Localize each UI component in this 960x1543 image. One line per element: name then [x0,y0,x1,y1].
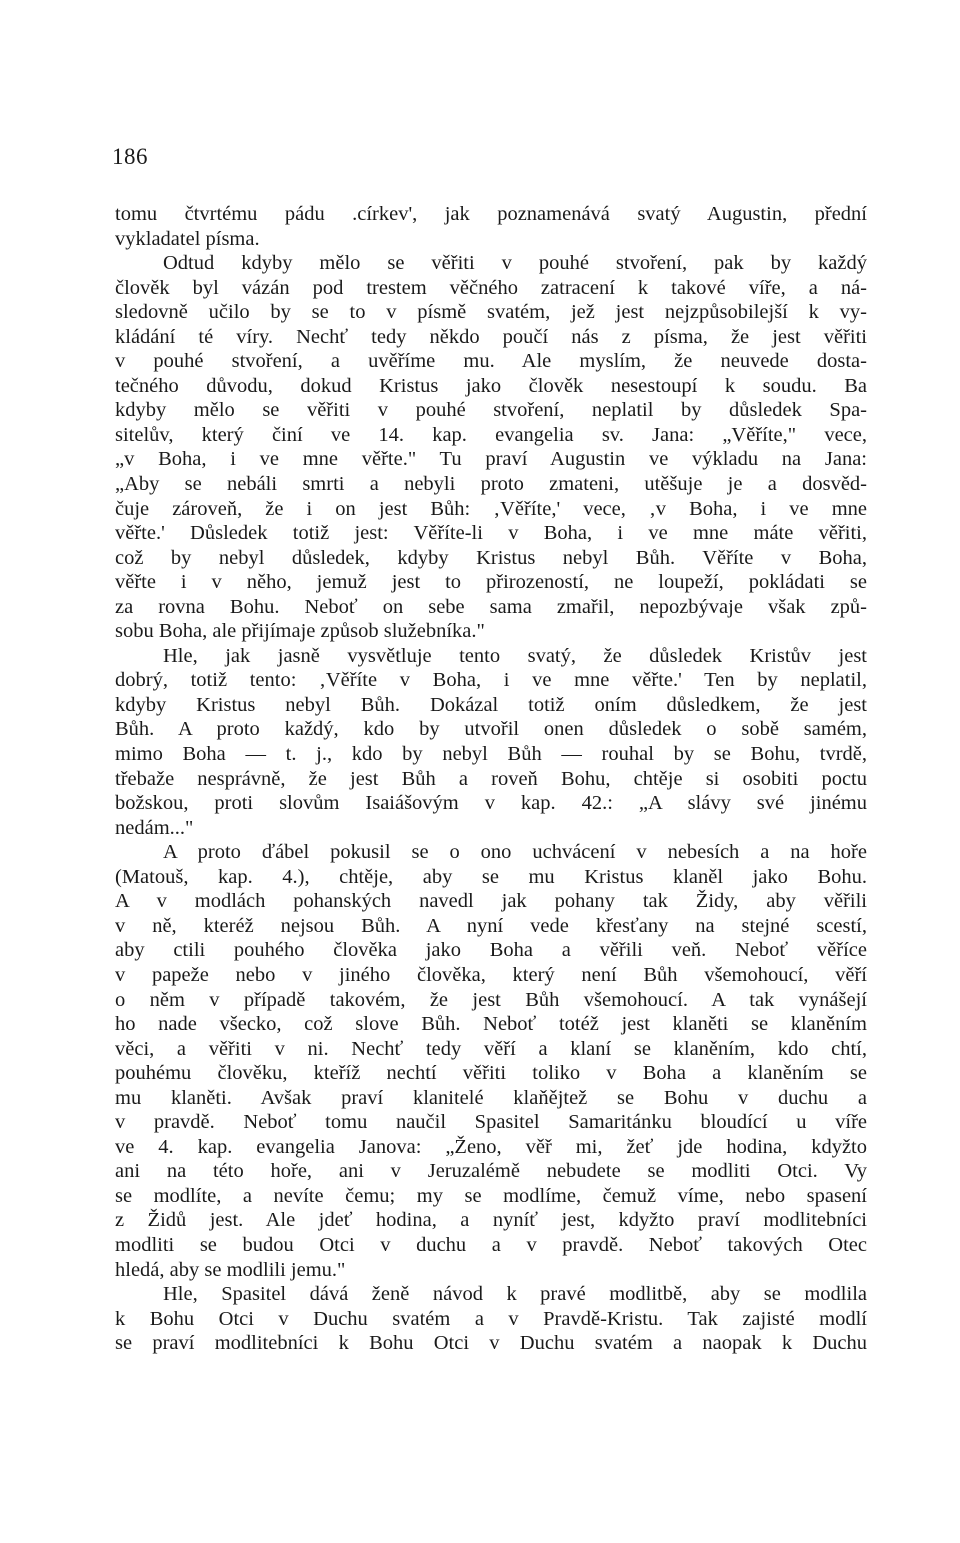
text-line: se praví modlitebníci k Bohu Otci v Duchu svatém a naopak k Duchu [115,1332,867,1355]
text-line: v pouhé stvoření, a uvěříme mu. Ale myslím, že neuvede dosta- [115,350,867,373]
text-line: čuje zároveň, že i on jest Bůh: ‚Věříte,' vece, ‚v Boha, i ve mne [115,497,867,520]
text-line: mu klaněti. Avšak praví klanitelé klaňějtež se Bohu v duchu a [115,1086,867,1109]
text-line: třebaže nesprávně, že jest Bůh a roveň Bohu, chtěje si osobiti poctu [115,767,867,790]
text-line: sledovně učilo by se to v písmě svatém, jež jest nejzpůsobilejší k vy- [115,301,867,324]
text-line: k Bohu Otci v Duchu svatém a v Pravdě-Kristu. Tak zajisté modlí [115,1307,867,1330]
text-line: dobrý, totiž tento: ‚Věříte v Boha, i ve mne věřte.' Ten by neplatil, [115,669,867,692]
text-line: Odtud kdyby mělo se věřiti v pouhé stvoření, pak by každý [163,252,867,275]
text-line: z Židů jest. Ale jdeť hodina, a nyníť jest, kdyžto praví modlitebníci [115,1209,867,1232]
text-line: v ně, kteréž nejsou Bůh. A nyní vede křesťany na stejné scestí, [115,914,867,937]
text-line: hledá, aby se modlili jemu." [115,1258,346,1281]
text-line: kládání té víry. Nechť tedy někdo poučí nás z písma, že jest věřiti [115,325,867,348]
text-line: tečného důvodu, dokud Kristus jako člověk nesestoupí k soudu. Ba [115,374,867,397]
text-line: pouhému člověku, kteříž nechtí věřiti toliko v Boha a klaněním se [115,1062,867,1085]
text-line: modliti se budou Otci v duchu a v pravdě. Neboť takových Otec [115,1233,867,1256]
text-line: věci, a věřiti v ni. Nechť tedy věří a klaní se klaněním, kdo chtí, [115,1037,867,1060]
text-line: A proto ďábel pokusil se o ono uchvácení v nebesích a na hoře [163,841,867,864]
text-line: „Aby se nebáli smrti a nebyli proto zmateni, utěšuje je a dosvěd- [115,473,867,496]
text-line: „v Boha, i ve mne věřte." Tu praví Augustin ve výkladu na Jana: [115,448,867,471]
text-line: mimo Boha — t. j., kdo by nebyl Bůh — rouhal by se Bohu, tvrdě, [115,743,867,766]
text-line: kdyby Kristus nebyl Bůh. Dokázal totiž oním důsledkem, že jest [115,693,867,716]
text-line: člověk byl vázán pod trestem věčného zatracení k takové víře, a ná- [115,276,867,299]
text-line: sitelův, který činí ve 14. kap. evangelia sv. Jana: „Věříte," vece, [115,423,867,446]
text-line: Bůh. A proto každý, kdo by utvořil onen důsledek o sobě samém, [115,718,867,741]
page-number: 186 [112,144,148,169]
text-line: ho nade všecko, což slove Bůh. Neboť totéž jest klaněti se klaněním [115,1013,867,1036]
text-line: ani na této hoře, ani v Jeruzalémě nebudete se modliti Otci. Vy [115,1160,867,1183]
text-line: (Matouš, kap. 4.), chtěje, aby se mu Kristus klaněl jako Bohu. [115,865,867,888]
text-line: A v modlách pohanských navedl jak pohany tak Židy, aby věřili [115,890,867,913]
text-line: božskou, proti slovům Isaiášovým v kap. 42.: „A slávy své jinému [115,792,867,815]
text-line: tomu čtvrtému pádu .církev', jak poznamenává svatý Augustin, přední [115,203,867,225]
text-line: Hle, Spasitel dává ženě návod k pravé modlitbě, aby se modlila [163,1283,867,1306]
body-text [115,202,867,1356]
text-line: ve 4. kap. evangelia Janova: „Ženo, věř mi, žeť jde hodina, kdyžto [115,1135,867,1158]
text-line: aby ctili pouhého člověka jako Boha a věřili veň. Neboť věříce [115,939,867,962]
text-line: se modlíte, a nevíte čemu; my se modlíme, čemuž víme, nebo spasení [115,1184,867,1207]
text-line: v pravdě. Neboť tomu naučil Spasitel Samaritánku bloudící u víře [115,1111,867,1134]
text-line: což by nebyl důsledek, kdyby Kristus nebyl Bůh. Věříte v Boha, [115,546,867,569]
text-line: za rovna Bohu. Neboť on sebe sama zmařil, nepozbývaje však způ- [115,595,867,618]
text-line: věřte.' Důsledek totiž jest: Věříte-li v Boha, i ve mne máte věřiti, [115,522,867,545]
text-line: věřte i v něho, jemuž jest to přirozeností, ne loupeží, pokládati se [115,571,867,594]
text-line: v papeže nebo v jiného člověka, který není Bůh všemohoucí, věří [115,963,867,986]
text-line: nedám..." [115,816,194,839]
text-line: o něm v případě takovém, že jest Bůh všemohoucí. A tak vynášejí [115,988,867,1011]
text-line: sobu Boha, ale přijímaje způsob služebníka." [115,620,485,643]
text-line: Hle, jak jasně vysvětluje tento svatý, že důsledek Kristův jest [163,644,867,667]
text-line: kdyby mělo se věřiti v pouhé stvoření, neplatil by důsledek Spa- [115,399,867,422]
text-line: vykladatel písma. [115,227,260,250]
